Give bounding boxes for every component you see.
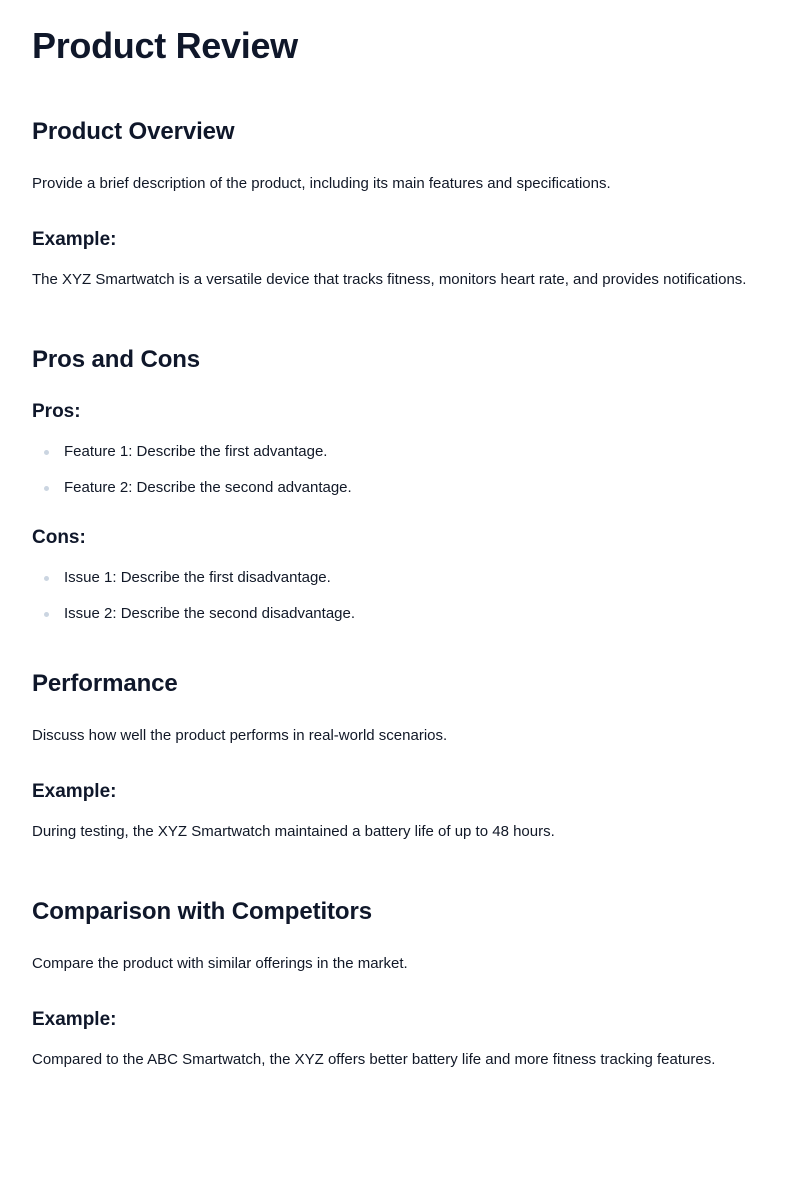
- product-overview-heading: Product Overview: [32, 118, 235, 145]
- comparison-description: Compare the product with similar offerings in the market.: [32, 955, 408, 972]
- product-overview-description: Provide a brief description of the product, including its main features and specifications.: [32, 175, 611, 192]
- product-overview-section: [32, 116, 768, 294]
- pros-cons-section: [32, 344, 768, 626]
- pro-item-text: Feature 2: Describe the second advantage.: [64, 479, 352, 496]
- overview-example-text: The XYZ Smartwatch is a versatile device that tracks fitness, monitors heart rate, and provides notifications.: [32, 271, 747, 288]
- comparison-heading: Comparison with Competitors: [32, 898, 372, 925]
- list-item: [32, 602, 768, 626]
- bullet-dot-icon: [44, 486, 49, 491]
- performance-example-text: During testing, the XYZ Smartwatch maintained a battery life of up to 48 hours.: [32, 823, 555, 840]
- list-item: [32, 476, 768, 500]
- performance-section: [32, 668, 768, 846]
- cons-list: [32, 566, 768, 626]
- performance-example-heading: Example:: [32, 781, 117, 802]
- bullet-dot-icon: [44, 612, 49, 617]
- bullet-dot-icon: [44, 576, 49, 581]
- pros-heading: Pros:: [32, 401, 81, 422]
- pros-cons-heading: Pros and Cons: [32, 346, 201, 373]
- performance-heading: Performance: [32, 670, 178, 697]
- comparison-section: [32, 896, 768, 1074]
- performance-description: Discuss how well the product performs in real-world scenarios.: [32, 727, 448, 744]
- page-title: Product Review: [32, 25, 298, 66]
- bullet-dot-icon: [44, 450, 49, 455]
- overview-example-heading: Example:: [32, 229, 117, 250]
- pros-list: [32, 440, 768, 500]
- cons-heading: Cons:: [32, 527, 86, 548]
- list-item: [32, 566, 768, 590]
- con-item-text: Issue 2: Describe the second disadvantage.: [64, 605, 356, 622]
- list-item: [32, 440, 768, 464]
- comparison-example-text: Compared to the ABC Smartwatch, the XYZ offers better battery life and more fitness tracking features.: [32, 1051, 716, 1068]
- comparison-example-heading: Example:: [32, 1009, 117, 1030]
- pro-item-text: Feature 1: Describe the first advantage.: [64, 443, 328, 460]
- con-item-text: Issue 1: Describe the first disadvantage.: [64, 569, 331, 586]
